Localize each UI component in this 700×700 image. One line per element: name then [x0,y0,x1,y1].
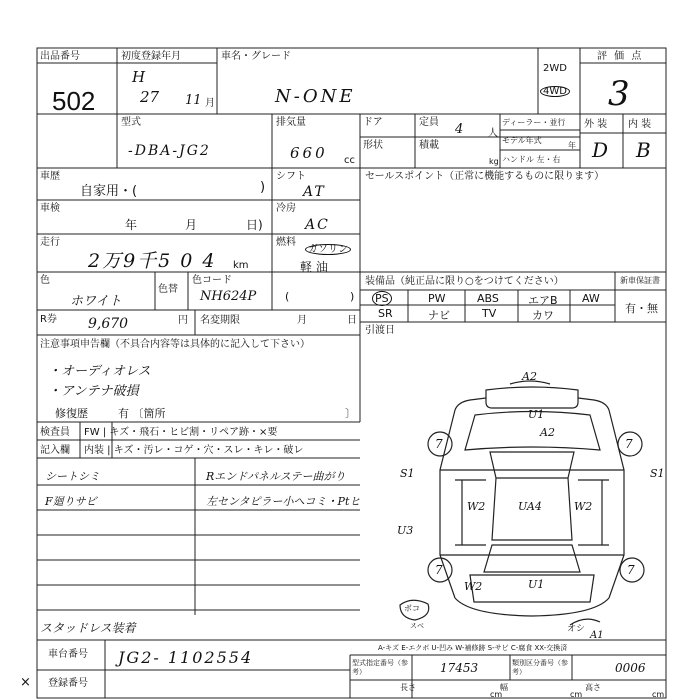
reg-era: H [132,68,146,86]
mark-w2-right: W2 [574,500,593,513]
warranty-label: 新車保証書 [620,276,660,285]
first-reg-label: 初度登録年月 [121,51,181,62]
repair-history-close: 〕 [345,407,356,420]
fuel-gasoline-circled: ガソリン [305,244,351,255]
equip-airbag: エアB [528,294,558,307]
type-designation-value: 17453 [440,661,479,675]
displacement-label: 排気量 [276,117,306,128]
dealer-label: ディーラー・並行 [502,118,566,127]
notes-label: 注意事項申告欄（不具合内容等は具体的に記入して下さい） [40,339,310,350]
mark-bump-sub: スベ [410,622,424,630]
mark-w2-left: W2 [467,500,486,513]
studless-note: スタッドレス装着 [40,621,136,635]
car-name-label: 車名・グレード [221,51,291,62]
drive-4wd-circled: 4WD [540,86,570,97]
mark-a1: A1 [590,630,604,641]
mark-u1-bottom: U1 [528,578,545,591]
history-close: ) [260,180,266,195]
fuel-label: 燃料 [276,237,296,248]
color-paren-close: ) [350,290,355,303]
damage-legend: A-キズ E-エクボ U-凹み W-補修跡 S-サビ C-腐食 XX-交換済 [378,644,568,652]
sales-point-label: セールスポイント（正常に機能するものに限ります） [365,171,605,182]
model-value: -DBA-JG2 [128,143,211,159]
lot-label: 出品番号 [40,51,80,62]
displacement-value: 660 [290,144,328,162]
notes-line-2: ・アンテナ破損 [48,384,139,399]
mark-tyre-rr: 7 [627,563,635,577]
class-number-label: 類別区分番号（参 考） [512,659,568,676]
mark-tyre-fr: 7 [625,437,633,451]
color-value: ホワイト [70,294,122,309]
remark-left-1: シートシミ [45,470,100,483]
month-unit: 月 [205,98,215,109]
name-change-label: 名変期限 [200,315,240,326]
repaint-label: 色替 [158,284,178,295]
warranty-options: 有・無 [625,302,658,315]
expiry-month-unit: 月 [297,315,307,326]
equip-aw: AW [582,292,600,305]
reg-year: 27 [140,88,160,106]
color-code-value: NH624P [200,289,257,304]
mark-s1-right: S1 [650,467,665,480]
equip-leather: カワ [532,309,554,322]
registration-label: 登録番号 [48,678,88,689]
interior-grade: B [636,138,651,162]
entry-label: 記入欄 [40,445,70,456]
class-number-value: 0006 [615,661,646,675]
color-paren-open: ( [285,290,290,303]
mark-ua4: UA4 [518,500,542,513]
chassis-label: 車台番号 [48,649,88,660]
mark-bump: ボコ [404,604,420,613]
delivery-label: 引渡日 [365,325,395,336]
inspector-label: 検査員 [40,427,70,438]
capacity-unit: 人 [488,128,498,139]
car-name: N-ONE [275,86,356,107]
cc-unit: cc [344,155,355,166]
equip-navi: ナビ [428,309,450,322]
mark-a2-mid: A2 [540,426,555,439]
drive-2wd: 2WD [543,63,567,74]
rating-score: 3 [608,74,630,114]
ac-label: 冷房 [276,203,296,214]
interior-label: 内 装 [628,119,652,130]
repair-history-value: 有 〔箇所 [118,407,166,420]
equipment-label: 装備品（純正品に限り○をつけてください） [365,276,564,287]
inspection-year-unit: 年 [125,218,138,232]
dim-width-label: 幅 [500,683,508,692]
exterior-grade: D [592,138,609,162]
reg-month: 11 [185,93,202,108]
model-label: 型式 [121,117,141,128]
mark-s1-left: S1 [400,467,415,480]
equip-pw: PW [428,292,446,305]
rating-label: 評 価 点 [597,51,644,62]
inspector-codes: FW | キズ・飛石・ヒビ割・リペア跡・×要 [84,427,278,438]
mark-tyre-rl: 7 [435,563,443,577]
dim-width-unit: cm [570,690,583,699]
notes-line-1: ・オーディオレス [48,364,151,379]
repair-history-label: 修復歴 [55,407,88,420]
dim-length-label: 長さ [400,683,416,692]
shift-label: シフト [276,171,306,182]
load-label: 積載 [419,140,439,151]
handle-label: ハンドル 左・右 [502,155,561,164]
mark-oshi: オシ [567,624,586,634]
exterior-label: 外 装 [584,119,608,130]
inspection-month-unit: 月 [185,218,198,232]
shift-value: AT [303,184,326,200]
mileage-label: 走行 [40,237,60,248]
model-year-label: モデル年式 [502,136,542,145]
mileage-value: 2万9千5 0 4 [88,250,217,272]
door-label: ドア [363,117,383,128]
history-value: 自家用・( [80,184,138,199]
mark-tyre-fl: 7 [435,437,443,451]
fuel-diesel: 軽 油 [300,260,328,274]
inspection-day-unit: 日) [246,218,263,232]
registration-x-mark: × [20,675,31,690]
history-label: 車歴 [40,171,60,182]
capacity-value: 4 [455,122,464,137]
capacity-label: 定員 [419,117,439,128]
recycle-label: R券 [40,314,57,325]
equip-tv: TV [482,307,497,320]
recycle-value: 9,670 [88,316,129,332]
equip-sr: SR [378,307,393,320]
lot-number: 502 [52,86,96,116]
type-designation-label: 型式指定番号（参 考） [352,659,408,676]
dim-height-unit: cm [652,690,665,699]
expiry-day-unit: 日 [347,315,357,326]
mark-u3: U3 [397,524,414,537]
mark-u1-top: U1 [528,408,545,421]
model-year-unit: 年 [568,141,576,150]
color-label: 色 [40,275,50,286]
remark-right-2: 左センタピラー小へコミ・Ptヒ [206,495,361,508]
inspection-label: 車検 [40,203,60,214]
color-code-label: 色コード [192,275,232,286]
equip-abs: ABS [477,292,499,305]
remark-right-1: Rエンドパネルステー曲がり [206,470,346,483]
kg-unit: kg [489,157,499,166]
mark-a2-top: A2 [522,370,537,383]
entry-codes: 内装 | キズ・汚レ・コゲ・穴・スレ・キレ・破レ [84,445,304,456]
chassis-value: JG2- 1102554 [118,648,254,667]
ac-value: AC [305,217,330,233]
shape-label: 形状 [363,140,383,151]
equip-ps-circled: PS [372,291,392,306]
dim-length-unit: cm [490,690,503,699]
km-unit: km [233,260,249,271]
mark-w2-bottom: W2 [464,580,483,593]
remark-left-2: F廻りサビ [45,495,97,508]
yen-unit: 円 [178,315,188,326]
dim-height-label: 高さ [585,683,601,692]
